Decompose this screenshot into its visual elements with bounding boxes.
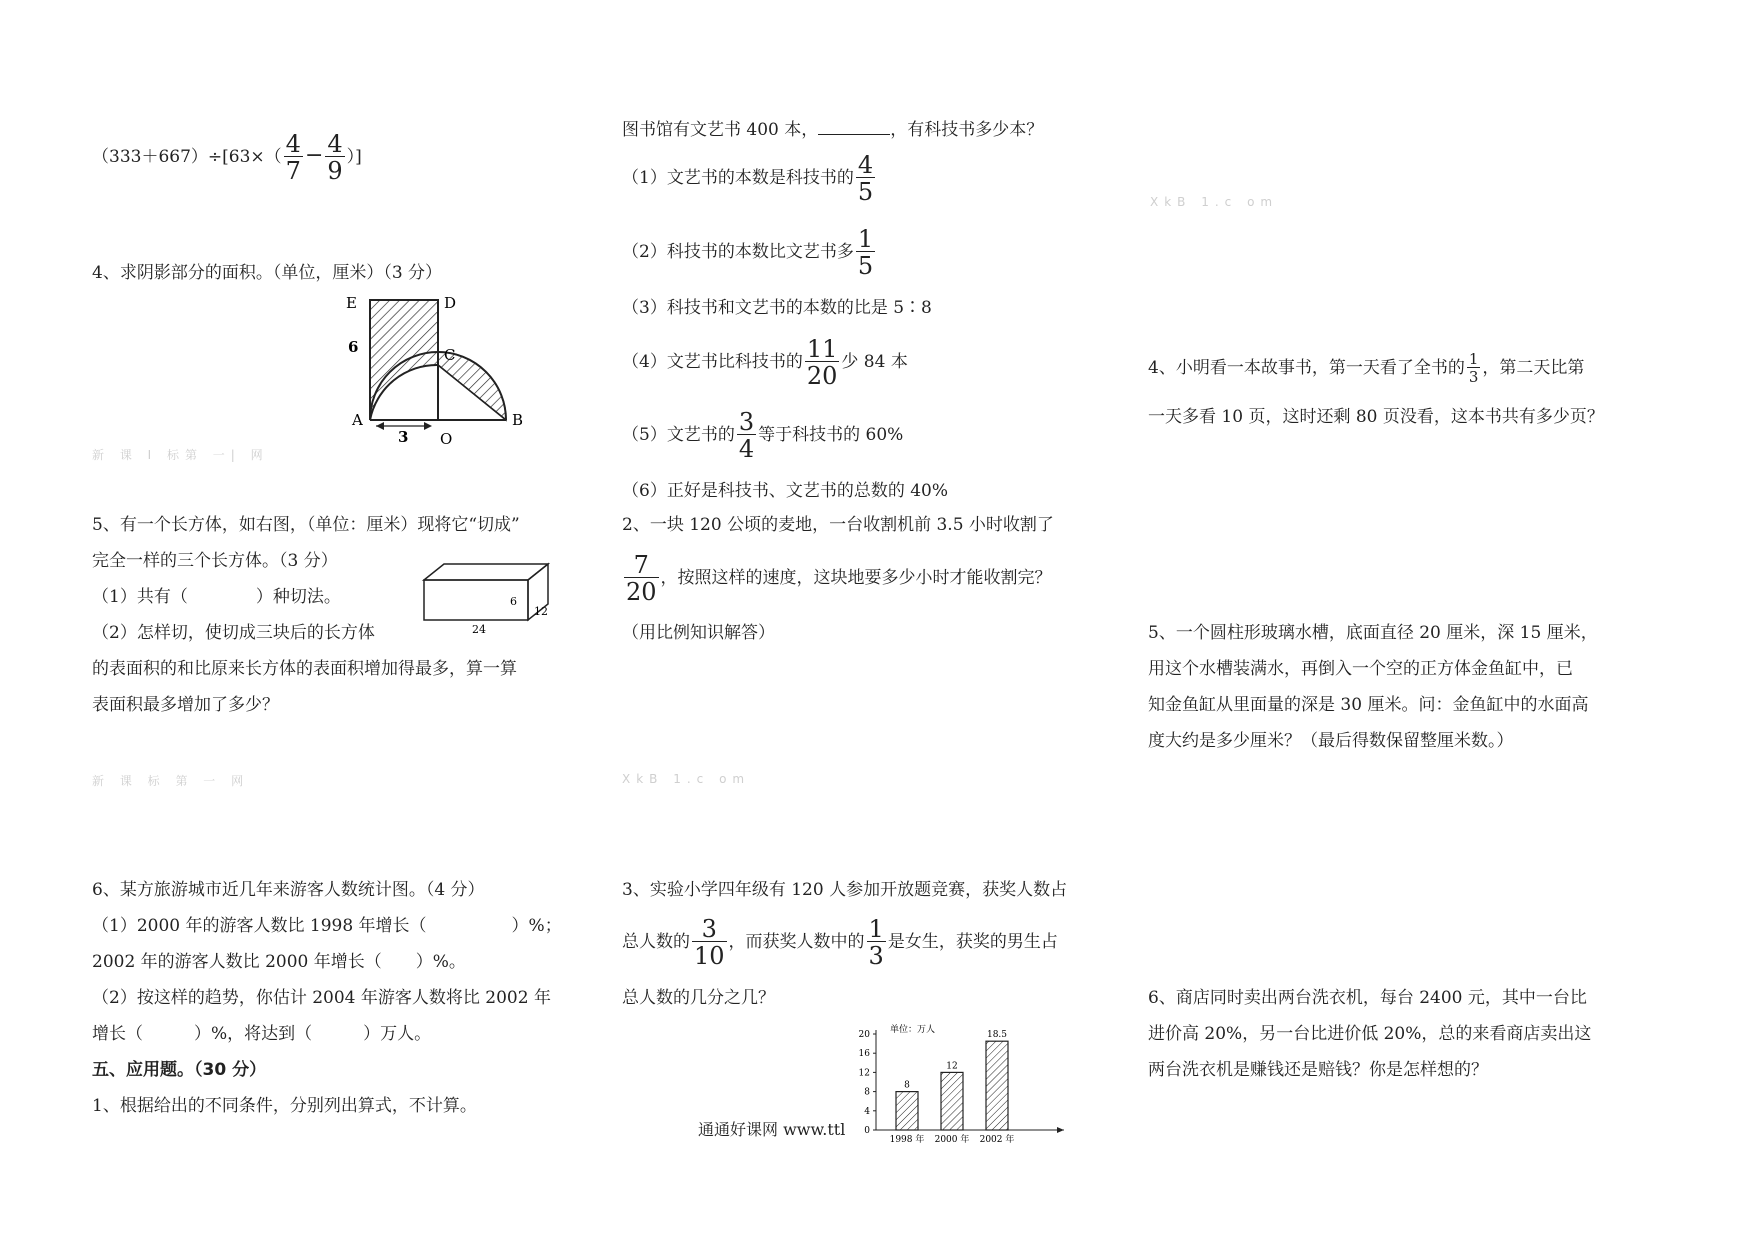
condition-5-text-b: 等于科技书的 60% [758,425,904,445]
watermark-3: XkB 1.c om [622,772,751,786]
condition-4-text-a: （4）文艺书比科技书的 [622,352,803,372]
chart-bar [941,1072,963,1130]
chart-y-tick-label: 8 [864,1087,870,1098]
fraction-3-4: $\frac{3}{4}$ [738,408,755,463]
left-q6-line3: 2002 年的游客人数比 2000 年增长（ ）%。 [92,952,466,972]
right-q5-line3: 知金鱼缸从里面量的深是 30 厘米。问：金鱼缸中的水面高 [1148,695,1589,715]
chart-bar [986,1041,1008,1130]
mid-q2-line1: 2、一块 120 公顷的麦地，一台收割机前 3.5 小时收割了 [622,515,1054,535]
chart-value-label: 12 [946,1061,958,1072]
cuboid-depth-label: 12 [534,605,548,618]
shaded-area-figure [340,290,550,450]
label-three: 3 [398,428,409,446]
right-q4-line1 [1148,352,1584,385]
chart-value-label: 8 [904,1080,910,1091]
left-q6-line1: 6、某方旅游城市近几年来游客人数统计图。（4 分） [92,880,485,900]
expr-part-b: ）] [346,147,362,167]
label-o: O [440,430,453,448]
chart-category-label: 2000 年 [934,1135,970,1145]
chart-y-tick-label: 4 [864,1106,870,1117]
fraction-4-7: $\frac{4}{7}$ [285,130,301,185]
fraction-7-20: $\frac{7}{20}$ [626,551,657,606]
right-q4-line2: 一天多看 10 页，这时还剩 80 页没看，这本书共有多少页？ [1148,407,1604,427]
cuboid-length-label: 24 [472,623,486,636]
chart-y-tick-label: 20 [858,1030,870,1040]
chart-y-tick-label: 0 [864,1126,870,1136]
chart-x-arrow [1057,1127,1064,1133]
left-q5-line2: 完全一样的三个长方体。（3 分） [92,551,338,571]
tourist-bar-chart [842,1018,1072,1150]
right-q4-text-b: ，第二天比第 [1482,358,1585,378]
mid-q3-text-a: 总人数的 [622,932,690,952]
fraction-11-20: $\frac{11}{20}$ [806,335,838,390]
library-question [622,120,1043,139]
mid-q3-text-b: ，而获奖人数中的 [728,932,865,952]
expr-part-a: （333＋667）÷[63×（ [92,147,282,167]
label-d: D [444,294,457,312]
label-a: A [352,411,363,429]
condition-3: （3）科技书和文艺书的本数的比是 5∶8 [622,298,932,318]
library-text-a: 图书馆有文艺书 400 本， [622,120,819,140]
left-q5-line4: （2）怎样切，使切成三块后的长方体 [92,623,375,643]
right-q4-text-a: 4、小明看一本故事书，第一天看了全书的 [1148,358,1465,378]
right-q6-line2: 进价高 20%，另一台比进价低 20%，总的来看商店卖出这 [1148,1024,1592,1044]
left-q6-line4: （2）按这样的趋势，你估计 2004 年游客人数将比 2002 年 [92,988,551,1008]
mid-q2-line3: （用比例知识解答） [622,623,775,643]
condition-1 [622,153,877,204]
chart-value-label: 18.5 [986,1030,1008,1041]
fraction-1-5: $\frac{1}{5}$ [857,225,874,280]
watermark-1: 新 课 I 标第 一| 网 [92,448,269,462]
mid-q2-text: ，按照这样的速度，这块地要多少小时才能收割完？ [660,568,1052,588]
condition-4-text-b: 少 84 本 [841,352,908,372]
watermark-4: XkB 1.c om [1150,195,1279,209]
label-e: E [346,294,357,312]
condition-6: （6）正好是科技书、文艺书的总数的 40% [622,481,949,501]
chart-category-label: 2002 年 [979,1135,1015,1145]
mid-q3-line3: 总人数的几分之几？ [622,988,775,1008]
label-six: 6 [348,338,359,356]
watermark-2: 新 课 标 第 一 网 [92,774,250,788]
minus-sign: − [304,143,324,168]
right-q5-line1: 5、一个圆柱形玻璃水槽，底面直径 20 厘米，深 15 厘米， [1148,623,1598,643]
right-q6-line1: 6、商店同时卖出两台洗衣机，每台 2400 元，其中一台比 [1148,988,1587,1008]
label-c: C [444,346,456,364]
chart-y-tick-label: 12 [858,1068,870,1079]
left-q4-title: 4、求阴影部分的面积。（单位，厘米）（3 分） [92,263,443,283]
condition-2 [622,227,877,278]
condition-2-text: （2）科技书的本数比文艺书多 [622,242,854,262]
condition-1-text: （1）文艺书的本数是科技书的 [622,168,854,188]
mid-q2-line2 [622,553,1052,604]
chart-bar [896,1092,918,1130]
application-q1: 1、根据给出的不同条件，分别列出算式，不计算。 [92,1096,477,1116]
chart-unit-label: 单位：万人 [890,1025,936,1035]
label-b: B [512,411,524,429]
left-q5-line6: 表面积最多增加了多少？ [92,695,279,715]
fraction-4-5: $\frac{4}{5}$ [857,151,874,206]
fraction-4-9: $\frac{4}{9}$ [327,130,343,185]
right-q6-line3: 两台洗衣机是赚钱还是赔钱？你是怎样想的？ [1148,1060,1488,1080]
mid-q3-text-c: 是女生，获奖的男生占 [887,932,1058,952]
left-q5-line1: 5、有一个长方体，如右图，（单位：厘米）现将它“切成” [92,515,520,535]
library-answer-blank [818,120,890,135]
condition-4 [622,337,908,388]
left-q6-line2: （1）2000 年的游客人数比 1998 年增长（ ）%； [92,916,562,936]
cuboid-height-label: 6 [510,595,517,608]
left-q5-line3: （1）共有（ ）种切法。 [92,587,341,607]
condition-5-text-a: （5）文艺书的 [622,425,735,445]
expression-line [92,132,362,183]
right-q5-line2: 用这个水槽装满水，再倒入一个空的正方体金鱼缸中，已 [1148,659,1573,679]
cuboid-figure [420,558,560,638]
chart-y-tick-label: 16 [858,1049,870,1060]
fraction-1-3-small: $\frac{1}{3}$ [1468,350,1479,386]
left-q6-line5: 增长（ ）%，将达到（ ）万人。 [92,1024,432,1044]
fraction-1-3: $\frac{1}{3}$ [868,915,884,970]
chart-category-label: 1998 年 [889,1135,925,1145]
library-text-b: ，有科技书多少本？ [890,120,1044,140]
mid-q3-line2 [622,917,1058,968]
footer-site: 通通好课网 www.ttl [698,1120,846,1139]
left-q5-line5: 的表面积的和比原来长方体的表面积增加得最多，算一算 [92,659,517,679]
mid-q3-line1: 3、实验小学四年级有 120 人参加开放题竞赛，获奖人数占 [622,880,1068,900]
condition-5 [622,410,903,461]
section-5-heading: 五、应用题。（30 分） [92,1060,267,1080]
right-q5-line4: 度大约是多少厘米？（最后得数保留整厘米数。） [1148,731,1514,751]
fraction-3-10: $\frac{3}{10}$ [694,915,725,970]
